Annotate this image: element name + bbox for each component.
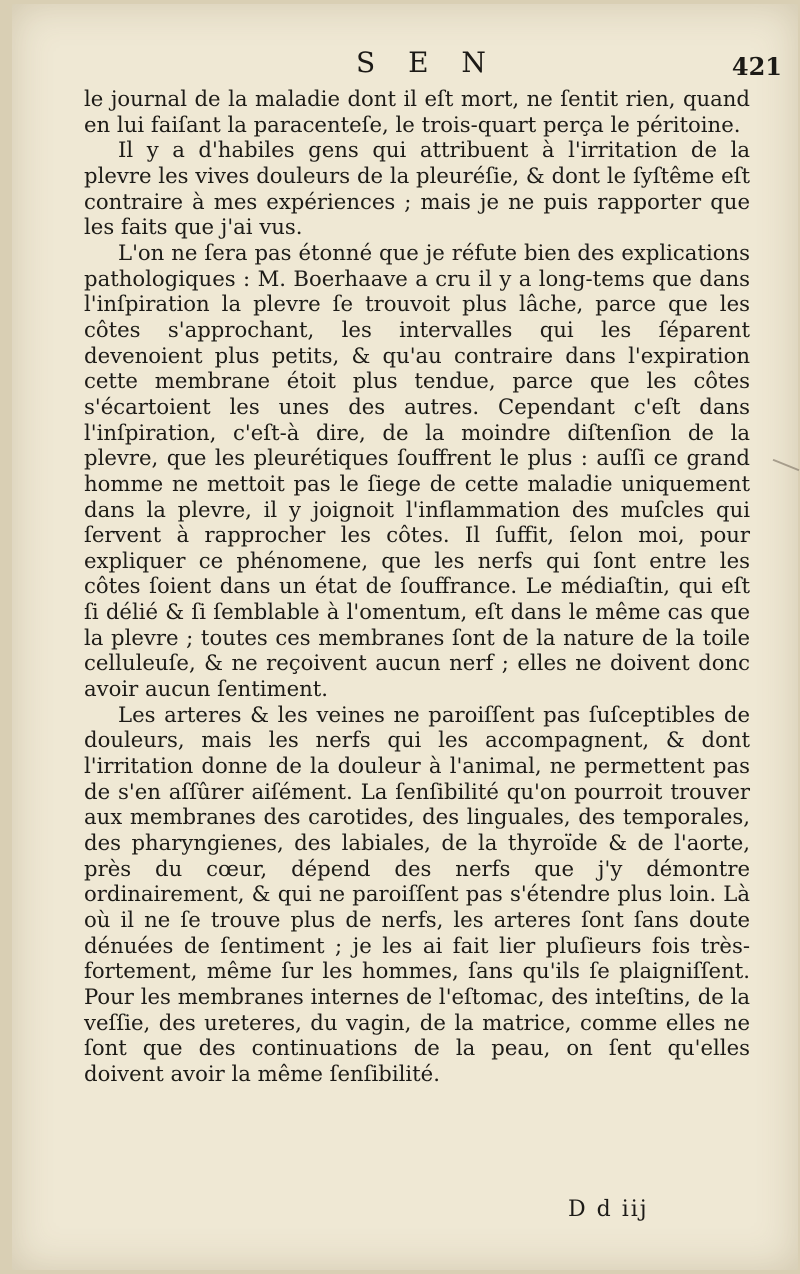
margin-pen-mark: [773, 459, 800, 471]
paragraph-continued: le journal de la maladie dont il eſt mort, ne ſentit rien, quand en lui faiſant la paracenteſe, le trois-quart perça le péritoine.: [84, 86, 750, 137]
book-page: [12, 4, 798, 1270]
body-text: [84, 86, 750, 1087]
running-head: S E N: [356, 46, 498, 79]
paragraph: Il y a d'habiles gens qui attribuent à l'irritation de la plevre les vives douleurs de la pleuréſie, & dont le ſyſtême eſt contraire à mes expériences ; mais je ne puis rapporter que les faits que j'ai vus.: [84, 137, 750, 240]
paragraph: Les arteres & les veines ne paroiſſent pas ſuſceptibles de douleurs, mais les nerfs qui les accompagnent, & dont l'irritation donne de la douleur à l'animal, ne permettent pas de s'en aſſûrer aiſément. La ſenſibilité qu'on pourroit trouver aux membranes des carotides, des linguales, des temporales, des pharyngienes, des labiales, de la thyroïde & de l'aorte, près du cœur, dépend des nerfs que j'y démontre ordinairement, & qui ne paroiſſent pas s'étendre plus loin. Là où il ne ſe trouve plus de nerfs, les arteres ſont ſans doute dénuées de ſentiment ; je les ai fait lier pluſieurs fois très-fortement, même ſur les hommes, ſans qu'ils ſe plaigniſſent. Pour les membranes internes de l'eſtomac, des inteſtins, de la veſſie, des ureteres, du vagin, de la matrice, comme elles ne ſont que des continuations de la peau, on ſent qu'elles doivent avoir la même ſenſibilité.: [84, 701, 750, 1086]
page-header: [12, 46, 798, 86]
paragraph: L'on ne ſera pas étonné que je réfute bien des explications pathologiques : M. Boerhaave a cru il y a long-tems que dans l'inſpiration la plevre ſe trouvoit plus lâche, parce que les côtes s'approchant, les intervalles qui les ſéparent devenoient plus petits, & qu'au contraire dans l'expiration cette membrane étoit plus tendue, parce que les côtes s'écartoient les unes des autres. Cependant c'eſt dans l'inſpiration, c'eſt-à dire, de la moindre diſtenſion de la plevre, que les pleurétiques ſouffrent le plus : auſſi ce grand homme ne mettoit pas le ſiege de cette maladie uniquement dans la plevre, il y joignoit l'inflammation des muſcles qui ſervent à rapprocher les côtes. Il ſuffit, ſelon moi, pour expliquer ce phénomene, que les nerfs qui ſont entre les côtes ſoient dans un état de ſouffrance. Le médiaſtin, qui eſt ſi délié & ſi ſemblable à l'omentum, eſt dans le même cas que la plevre ; toutes ces membranes ſont de la nature de la toile celluleuſe, & ne reçoivent aucun nerf ; elles ne doivent donc avoir aucun ſentiment.: [84, 239, 750, 702]
signature-mark: D d iij: [568, 1197, 649, 1222]
page-number: 421: [731, 52, 782, 81]
